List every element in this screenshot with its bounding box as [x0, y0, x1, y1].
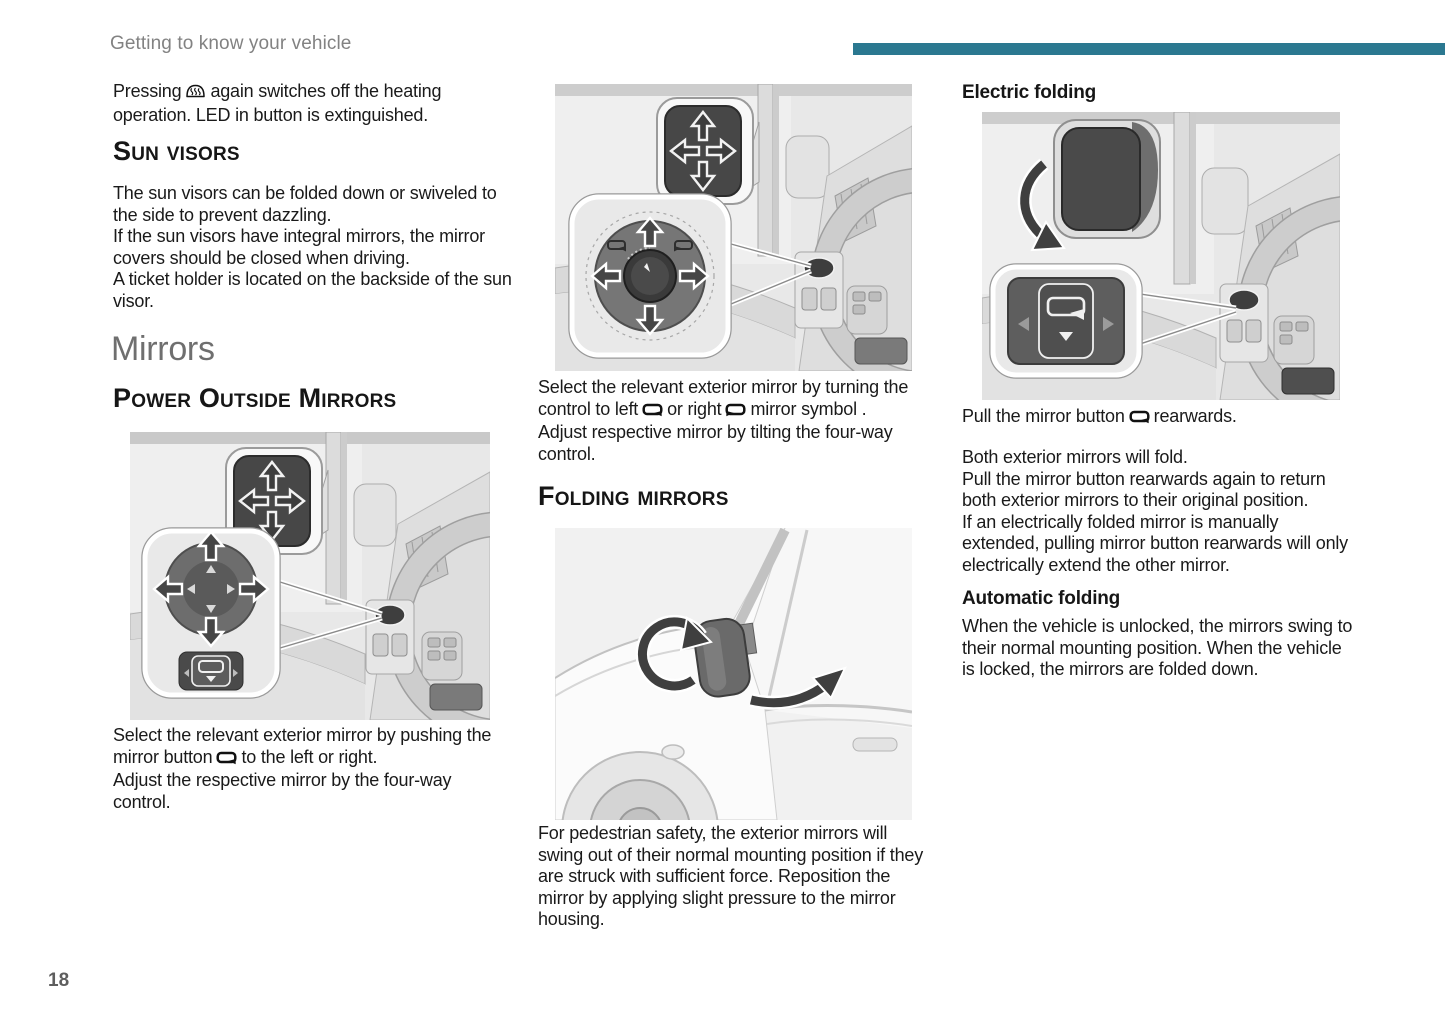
- four-way-control-callout: [142, 528, 280, 698]
- left-mirror-symbol-icon: [1129, 408, 1150, 430]
- rotary-knob-callout: [569, 194, 731, 358]
- tilt-control-text: Adjust respective mirror by tilting the four-way control.: [538, 422, 893, 464]
- sun-visors-line: If the sun visors have integral mirrors, the mirror covers should be closed when driving.: [113, 226, 485, 268]
- select-mirror-text: [113, 725, 513, 770]
- adjust-mirror-text: Adjust the respective mirror by the four-way control.: [113, 770, 452, 812]
- turn-control-paragraph: [538, 377, 930, 465]
- page-title: Getting to know your vehicle: [110, 33, 352, 54]
- door-mirror: [1054, 120, 1160, 238]
- fold-behavior-paragraph: [962, 447, 1358, 576]
- fold-line: Both exterior mirrors will fold.: [962, 447, 1188, 467]
- folding-mirrors-heading: Folding mirrors: [538, 481, 729, 511]
- mirror-button-callout: [990, 264, 1142, 378]
- left-mirror-symbol-icon: [216, 749, 237, 771]
- sun-visors-paragraph: [113, 183, 513, 312]
- electric-folding-heading: Electric folding: [962, 82, 1097, 103]
- pull-text-before: Pull the mirror button: [962, 406, 1125, 426]
- pull-button-paragraph: [962, 406, 1362, 430]
- heating-text-before: Pressing: [113, 81, 182, 101]
- sun-visors-heading: Sun visors: [113, 136, 240, 166]
- heated-windscreen-icon: [185, 83, 206, 105]
- heating-paragraph: [113, 81, 513, 126]
- select-text-after: to the left or right.: [241, 746, 378, 767]
- mirror-with-arrows: [657, 98, 753, 204]
- folding-mirrors-illustration: [555, 528, 912, 820]
- turn-text-2: or right: [667, 398, 722, 419]
- sun-visors-line: A ticket holder is located on the backside of the sun visor.: [113, 269, 512, 311]
- automatic-folding-heading: Automatic folding: [962, 588, 1121, 609]
- left-mirror-symbol-icon: [642, 401, 663, 423]
- mirror-knob-illustration: [555, 84, 912, 371]
- automatic-folding-paragraph: When the vehicle is unlocked, the mirrors swing to their normal mounting position. When the vehicle is locked, the mirrors are folded down.: [962, 616, 1353, 679]
- turn-text-1: Select the relevant exterior mirror by turning the control to left: [538, 377, 909, 419]
- select-text-before: Select the relevant exterior mirror by pushing the mirror button: [113, 725, 492, 767]
- power-mirrors-illustration: [130, 432, 490, 720]
- pull-text-after: rearwards.: [1153, 406, 1237, 426]
- heating-text-after: again switches off the heating operation. LED in button is extinguished.: [113, 81, 442, 125]
- fold-line: Pull the mirror button rearwards again to return both exterior mirrors to their original position.: [962, 468, 1326, 510]
- pedestrian-safety-paragraph: For pedestrian safety, the exterior mirrors will swing out of their normal mounting position if they are struck with sufficient force. Reposition the mirror by applying slight pressure to the mirror housing.: [538, 823, 924, 929]
- power-mirrors-paragraph: [113, 725, 513, 813]
- turn-text-3: mirror symbol .: [750, 398, 867, 419]
- page-number: 18: [48, 970, 70, 991]
- electric-folding-illustration: [982, 112, 1340, 400]
- fold-line: If an electrically folded mirror is manually extended, pulling mirror button rearwards will only electrically extend the other mirror.: [962, 511, 1348, 575]
- right-mirror-symbol-icon: [725, 401, 746, 423]
- power-outside-mirrors-heading: Power Outside Mirrors: [113, 383, 397, 413]
- header-accent-bar: [853, 43, 1445, 55]
- turn-control-text: [538, 377, 930, 422]
- sun-visors-line: The sun visors can be folded down or swiveled to the side to prevent dazzling.: [113, 183, 497, 225]
- mirrors-section-heading: Mirrors: [111, 330, 215, 368]
